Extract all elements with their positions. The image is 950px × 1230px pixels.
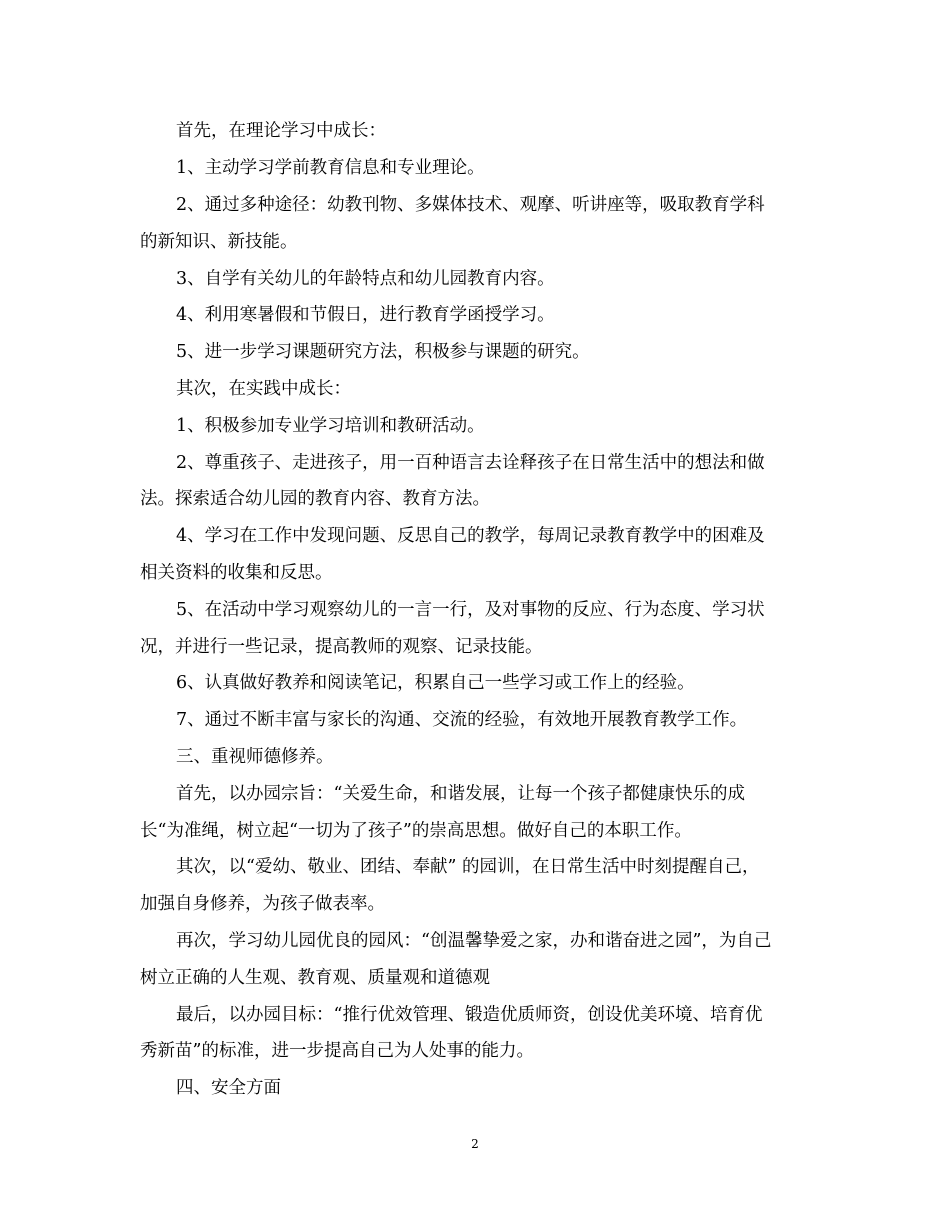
text-line-12: 4、学习在工作中发现问题、反思自己的教学，每周记录教育教学中的困难及 xyxy=(176,526,765,546)
text-line-18: 三、重视师德修养。 xyxy=(176,747,334,767)
text-line-9: 1、积极参加专业学习培训和教研活动。 xyxy=(176,416,485,436)
page-number: 2 xyxy=(471,1137,479,1151)
text-line-14: 5、在活动中学习观察幼儿的一言一行，及对事物的反应、行为态度、学习状 xyxy=(176,600,765,620)
text-line-21: 其次，以“爱幼、敬业、团结、奉献” 的园训，在日常生活中时刻提醒自己， xyxy=(176,857,760,877)
text-line-8: 其次，在实践中成长： xyxy=(176,379,351,399)
text-line-2: 1、主动学习学前教育信息和专业理论。 xyxy=(176,158,485,178)
text-line-16: 6、认真做好教养和阅读笔记，积累自己一些学习或工作上的经验。 xyxy=(176,673,695,693)
text-line-11: 法。探索适合幼儿园的教育内容、教育方法。 xyxy=(140,489,490,509)
text-line-4: 的新知识、新技能。 xyxy=(140,232,298,252)
text-line-7: 5、进一步学习课题研究方法，积极参与课题的研究。 xyxy=(176,342,590,362)
text-line-26: 秀新苗”的标准，进一步提高自己为人处事的能力。 xyxy=(140,1041,534,1061)
text-line-6: 4、利用寒暑假和节假日，进行教育学函授学习。 xyxy=(176,305,555,325)
text-line-27: 四、安全方面 xyxy=(176,1078,281,1098)
text-line-3: 2、通过多种途径：幼教刊物、多媒体技术、观摩、听讲座等，吸取教育学科 xyxy=(176,195,765,215)
text-line-13: 相关资料的收集和反思。 xyxy=(140,563,333,583)
text-line-5: 3、自学有关幼儿的年龄特点和幼儿园教育内容。 xyxy=(176,269,555,289)
text-line-19: 首先，以办园宗旨：“关爱生命，和谐发展，让每一个孩子都健康快乐的成 xyxy=(176,784,745,804)
text-line-25: 最后，以办园目标：“推行优效管理、锻造优质师资，创设优美环境、培育优 xyxy=(176,1005,763,1025)
text-line-17: 7、通过不断丰富与家长的沟通、交流的经验，有效地开展教育教学工作。 xyxy=(176,710,748,730)
text-line-15: 况，并进行一些记录，提高教师的观察、记录技能。 xyxy=(140,637,543,657)
text-line-1: 首先，在理论学习中成长： xyxy=(176,121,386,141)
text-line-10: 2、尊重孩子、走进孩子，用一百种语言去诠释孩子在日常生活中的想法和做 xyxy=(176,453,765,473)
text-line-24: 树立正确的人生观、教育观、质量观和道德观 xyxy=(140,968,490,988)
text-line-20: 长“为准绳，树立起“一切为了孩子”的崇高思想。做好自己的本职工作。 xyxy=(140,821,692,841)
text-line-23: 再次，学习幼儿园优良的园风：“创温馨挚爱之家，办和谐奋进之园”，为自己 xyxy=(176,931,772,951)
text-line-22: 加强自身修养，为孩子做表率。 xyxy=(140,894,385,914)
